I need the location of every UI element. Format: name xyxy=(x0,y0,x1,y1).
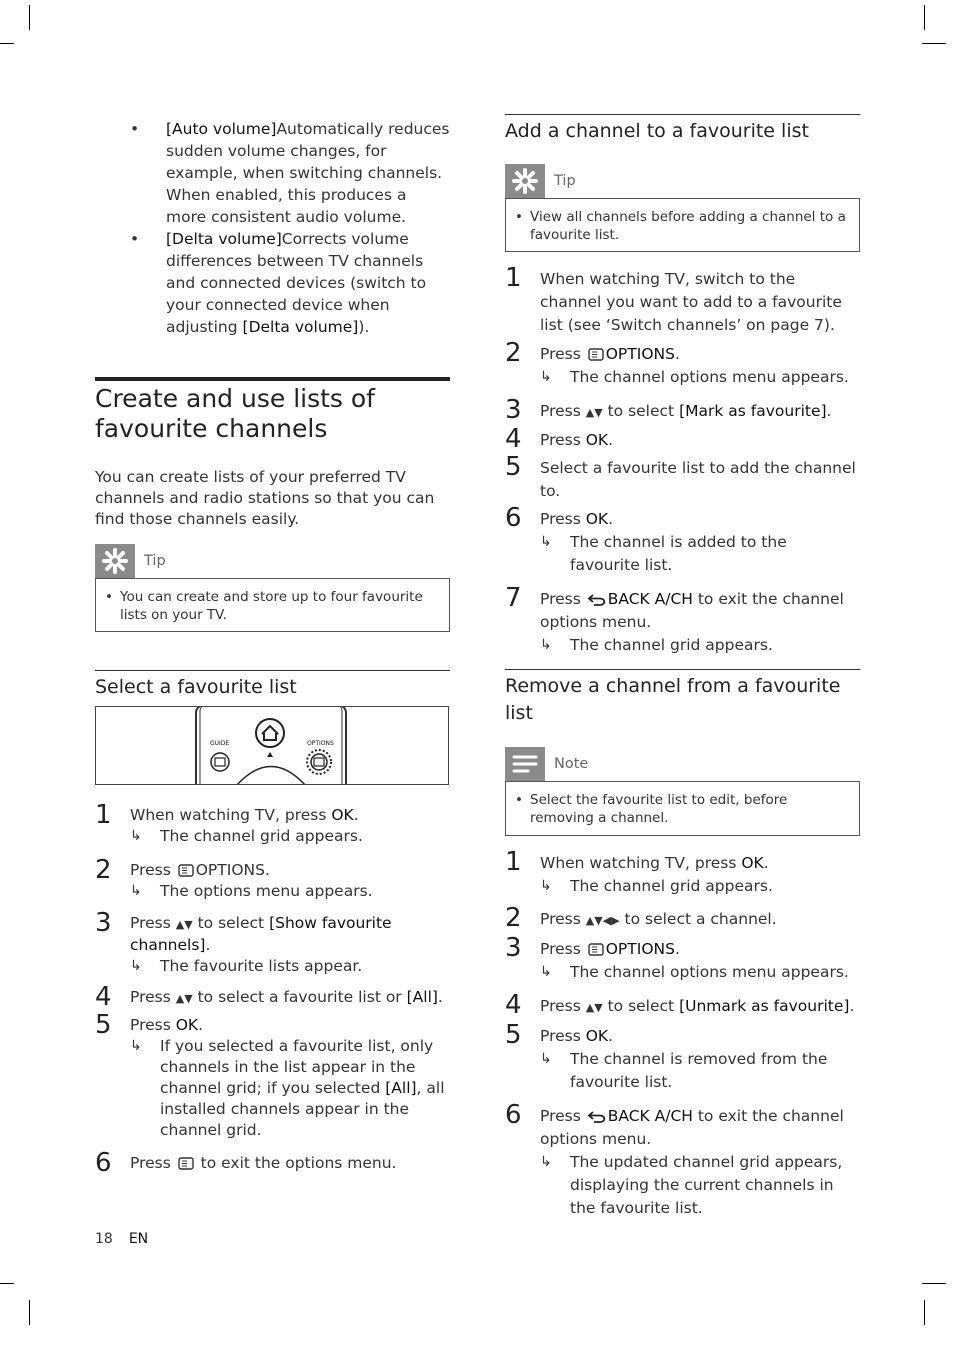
result-text: The channel options menu appears. xyxy=(570,963,849,981)
up-down-arrows-icon: ▲▼ xyxy=(175,992,193,1005)
options-icon xyxy=(588,348,604,361)
result-arrow-icon: ↳ xyxy=(540,369,552,385)
step-result xyxy=(130,956,450,977)
result-text: The favourite lists appear. xyxy=(160,957,363,975)
step xyxy=(505,990,860,1020)
step-text: . xyxy=(198,1016,204,1034)
step-text: Press xyxy=(540,402,586,420)
step-number: 1 xyxy=(95,800,112,830)
step-number: 3 xyxy=(505,933,522,963)
step xyxy=(95,982,450,1012)
subsection-title-add: Add a channel to a favourite list xyxy=(505,120,809,142)
crop-mark xyxy=(922,43,946,44)
volume-settings-list xyxy=(130,118,450,338)
step-text: . xyxy=(437,988,443,1006)
tip-icon xyxy=(505,164,545,198)
tip-box xyxy=(95,578,450,632)
key-label: OK xyxy=(585,431,609,449)
bullet: • xyxy=(105,589,113,605)
step xyxy=(95,855,450,902)
step xyxy=(505,583,860,657)
crop-mark xyxy=(0,1283,14,1284)
step-number: 2 xyxy=(95,855,112,885)
key-label: OK xyxy=(585,510,609,528)
key-label: OPTIONS. xyxy=(195,861,270,879)
step xyxy=(95,800,450,847)
tip-label: Tip xyxy=(554,173,576,189)
step-result xyxy=(540,531,860,577)
note-header xyxy=(505,747,588,781)
step-number: 4 xyxy=(95,982,112,1012)
result-text: The channel grid appears. xyxy=(570,636,773,654)
step xyxy=(505,395,860,425)
step-text: When watching TV, press xyxy=(130,806,332,824)
key-label: BACK A/CH xyxy=(607,590,693,608)
step xyxy=(505,338,860,389)
step-text: to exit the channel options menu. xyxy=(540,590,844,631)
up-down-arrows-icon: ▲▼ xyxy=(585,1001,603,1014)
result-text: The channel is removed from the favourite list. xyxy=(570,1050,828,1091)
step-text: Press xyxy=(540,1027,586,1045)
step-text: Press xyxy=(130,988,176,1006)
setting-description: Corrects volume differences between TV channels and connected devices (switch to your connected device when adjusting xyxy=(166,230,427,336)
step-number: 6 xyxy=(505,503,522,533)
option-label: [All] xyxy=(385,1079,417,1097)
bullet: • xyxy=(515,792,523,808)
step-text: to select xyxy=(602,997,680,1015)
step-result xyxy=(540,366,860,389)
step-number: 6 xyxy=(505,1100,522,1130)
step-number: 2 xyxy=(505,338,522,368)
step xyxy=(505,1100,860,1220)
result-text: The channel grid appears. xyxy=(570,877,773,895)
step-text: Press xyxy=(540,910,586,928)
step xyxy=(505,503,860,577)
result-arrow-icon: ↳ xyxy=(130,1038,142,1054)
subsection-title-select: Select a favourite list xyxy=(95,676,297,698)
step-text: Press xyxy=(540,345,586,363)
result-arrow-icon: ↳ xyxy=(130,958,142,974)
key-label: OPTIONS xyxy=(605,940,675,958)
step-text: to select xyxy=(602,402,680,420)
remote-illustration xyxy=(95,706,449,785)
key-label: BACK A/CH xyxy=(607,1107,693,1125)
step-text: Press xyxy=(540,510,586,528)
step xyxy=(505,424,860,454)
back-icon xyxy=(588,593,606,606)
step-number: 2 xyxy=(505,903,522,933)
step xyxy=(95,1148,450,1178)
step-result xyxy=(540,634,860,657)
setting-description: Automatically reduces sudden volume changes, for example, when switching channels. When enabled, this produces a more consistent audio volume. xyxy=(166,120,450,226)
step xyxy=(505,1020,860,1094)
result-arrow-icon: ↳ xyxy=(540,637,552,653)
step-text: . xyxy=(608,431,614,449)
step-text: . xyxy=(763,854,769,872)
tip-header xyxy=(505,164,576,198)
step-result xyxy=(540,1048,860,1094)
subsection-rule xyxy=(95,670,450,671)
option-label: [All] xyxy=(406,988,438,1006)
page-number: 18 xyxy=(95,1231,113,1247)
result-text: , all installed channels appear in the channel grid. xyxy=(160,1079,445,1139)
step-result xyxy=(540,961,860,984)
key-label: OK xyxy=(175,1016,199,1034)
step xyxy=(95,908,450,977)
key-label: OPTIONS xyxy=(605,345,675,363)
step-text: . xyxy=(826,402,832,420)
step-text: to select a favourite list or xyxy=(192,988,407,1006)
step-text: Press xyxy=(130,914,176,932)
bullet: • xyxy=(515,209,523,225)
step xyxy=(505,263,860,337)
step xyxy=(505,903,860,933)
result-text: The channel options menu appears. xyxy=(570,368,849,386)
step-text: . xyxy=(608,510,614,528)
tip-text: You can create and store up to four favourite lists on your TV. xyxy=(120,589,423,623)
step-number: 5 xyxy=(95,1010,112,1040)
result-text: If you selected a favourite list, only channels in the list appear in the channel grid; if you selected xyxy=(160,1037,434,1097)
setting-description-end: ). xyxy=(358,318,370,336)
step-text: Select a favourite list to add the channel to. xyxy=(540,459,856,500)
step-text: . xyxy=(205,936,211,954)
step-number: 1 xyxy=(505,263,522,293)
tip-text: View all channels before adding a channel to a favourite list. xyxy=(530,209,846,243)
list-item xyxy=(130,228,450,338)
step-number: 5 xyxy=(505,452,522,482)
step-text: to select xyxy=(192,914,270,932)
result-text: The options menu appears. xyxy=(160,882,373,900)
step-result xyxy=(130,881,450,902)
setting-label: [Delta volume] xyxy=(166,230,282,248)
step xyxy=(95,1010,450,1141)
step-text: . xyxy=(849,997,855,1015)
result-arrow-icon: ↳ xyxy=(130,828,142,844)
bullet: • xyxy=(130,120,140,138)
subsection-title-remove: Remove a channel from a favourite list xyxy=(505,675,841,724)
crop-mark xyxy=(922,1283,946,1284)
crop-mark xyxy=(0,43,14,44)
list-item xyxy=(130,118,450,228)
page-footer xyxy=(95,1231,148,1247)
select-list-steps xyxy=(95,800,450,1178)
step-result xyxy=(540,875,860,898)
step-number: 1 xyxy=(505,847,522,877)
step xyxy=(505,933,860,984)
result-arrow-icon: ↳ xyxy=(540,964,552,980)
guide-button-label: GUIDE xyxy=(210,740,230,747)
step-result xyxy=(130,1036,450,1141)
step-text: Press xyxy=(130,1016,176,1034)
crop-mark xyxy=(29,1300,30,1325)
key-label: OK xyxy=(585,1027,609,1045)
step xyxy=(505,847,860,898)
subsection-rule xyxy=(505,114,860,115)
step-number: 7 xyxy=(505,583,522,613)
section-title: Create and use lists of favourite channels xyxy=(95,384,375,443)
step-text: When watching TV, switch to the channel you want to add to a favourite list (see ‘Switch channels’ on page 7). xyxy=(540,270,842,334)
step-text: to select a channel. xyxy=(619,910,777,928)
result-arrow-icon: ↳ xyxy=(130,883,142,899)
result-text: The updated channel grid appears, displaying the current channels in the favourite list. xyxy=(570,1153,843,1217)
step-text: to exit the channel options menu. xyxy=(540,1107,844,1148)
step-text: . xyxy=(674,345,680,363)
key-label: OK xyxy=(331,806,354,824)
step-text: . xyxy=(353,806,359,824)
step-number: 5 xyxy=(505,1020,522,1050)
step-text: Press xyxy=(540,940,586,958)
step-text: Press xyxy=(540,431,586,449)
step-text: Press xyxy=(540,997,586,1015)
result-arrow-icon: ↳ xyxy=(540,1154,552,1170)
result-text: The channel grid appears. xyxy=(160,827,363,845)
four-way-arrows-icon: ▲▼◀▶ xyxy=(585,914,620,927)
step xyxy=(505,452,860,503)
section-rule xyxy=(95,377,450,381)
option-label: [Unmark as favourite] xyxy=(679,997,850,1015)
step-text: . xyxy=(674,940,680,958)
step-text: Press xyxy=(130,1154,176,1172)
options-icon xyxy=(588,943,604,956)
option-label: [Show favourite channels] xyxy=(130,914,392,954)
tip-icon xyxy=(95,544,135,578)
note-box xyxy=(505,781,860,836)
step-number: 4 xyxy=(505,990,522,1020)
key-label: OK xyxy=(741,854,764,872)
step-text: . xyxy=(608,1027,614,1045)
result-text: The channel is added to the favourite list. xyxy=(570,533,787,574)
tip-box xyxy=(505,198,860,252)
language-code: EN xyxy=(128,1231,149,1247)
up-down-arrows-icon: ▲▼ xyxy=(175,918,193,931)
result-arrow-icon: ↳ xyxy=(540,1051,552,1067)
section-intro: You can create lists of your preferred TV channels and radio stations so that you can find those channels easily. xyxy=(95,468,435,528)
step-number: 3 xyxy=(95,908,112,938)
remove-channel-steps xyxy=(505,847,860,1220)
step-number: 4 xyxy=(505,424,522,454)
crop-mark xyxy=(924,1300,925,1325)
crop-mark xyxy=(29,5,30,30)
step-text: When watching TV, press xyxy=(540,854,742,872)
options-icon xyxy=(178,864,194,877)
note-text: Select the favourite list to edit, before removing a channel. xyxy=(530,792,788,826)
step-text: Press xyxy=(540,590,586,608)
result-arrow-icon: ↳ xyxy=(540,878,552,894)
step-result xyxy=(540,1151,860,1220)
tip-header xyxy=(95,544,166,578)
tip-label: Tip xyxy=(144,553,166,569)
subsection-rule xyxy=(505,669,860,670)
step-number: 6 xyxy=(95,1148,112,1178)
step-text: to exit the options menu. xyxy=(195,1154,397,1172)
setting-label-inline: [Delta volume] xyxy=(242,318,359,336)
bullet: • xyxy=(130,230,140,248)
setting-label: [Auto volume] xyxy=(166,120,277,138)
add-channel-steps xyxy=(505,263,860,657)
back-icon xyxy=(588,1110,606,1123)
result-arrow-icon: ↳ xyxy=(540,534,552,550)
crop-mark xyxy=(924,5,925,30)
up-down-arrows-icon: ▲▼ xyxy=(585,406,603,419)
step-result xyxy=(130,826,450,847)
options-button-label: OPTIONS xyxy=(307,740,334,747)
step-number: 3 xyxy=(505,395,522,425)
options-icon xyxy=(178,1157,194,1170)
step-text: Press xyxy=(130,861,176,879)
option-label: [Mark as favourite] xyxy=(679,402,827,420)
step-text: Press xyxy=(540,1107,586,1125)
note-label: Note xyxy=(554,756,589,772)
note-icon xyxy=(505,747,545,781)
